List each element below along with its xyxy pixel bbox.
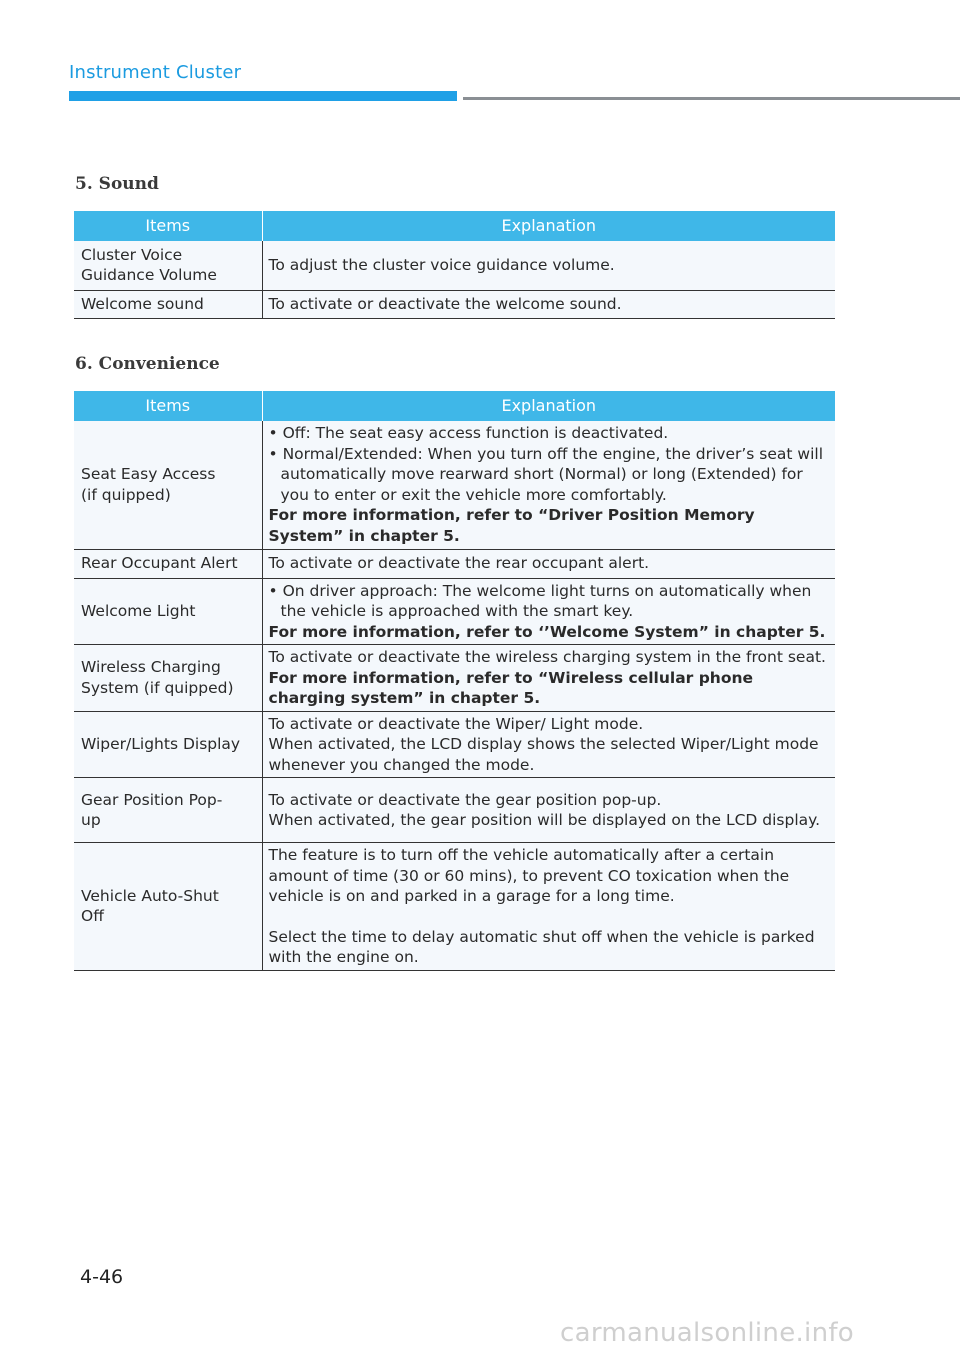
column-header-items: Items: [74, 211, 262, 241]
explanation-cell: [262, 778, 835, 843]
explanation-text: To activate or deactivate the rear occupant alert.: [268, 554, 650, 573]
item-label-line: Wiper/Lights Display: [81, 735, 241, 753]
header-rule-accent: [69, 91, 457, 101]
item-label-line: Seat Easy Access: [81, 465, 216, 484]
table-header-row: [74, 211, 835, 241]
explanation-line: To activate or deactivate the gear position pop-up.: [268, 790, 662, 809]
table-header-row: [74, 391, 835, 421]
item-cell: [74, 241, 262, 290]
table-row: [74, 290, 835, 318]
item-cell: [74, 778, 262, 843]
explanation-line: When activated, the LCD display shows the selected Wiper/Light mode whenever you changed the mode.: [268, 735, 819, 774]
column-header-items: Items: [74, 391, 262, 421]
explanation-cell: [262, 578, 835, 645]
item-label-line: Gear Position Pop-: [81, 790, 223, 809]
reference-note: For more information, refer to “Driver Position Memory System” in chapter 5.: [268, 506, 755, 545]
section-title-sound: 5. Sound: [75, 174, 159, 194]
item-label-line: Rear Occupant Alert: [81, 554, 238, 573]
item-cell: [74, 421, 262, 549]
explanation-cell: [262, 843, 835, 971]
page-number: 4-46: [80, 1266, 124, 1288]
item-label-line: Cluster Voice: [81, 245, 183, 264]
explanation-line: Select the time to delay automatic shut off when the vehicle is parked with the engine on.: [268, 927, 815, 966]
item-cell: [74, 290, 262, 318]
item-label-line: Off: [81, 907, 104, 926]
explanation-text: To activate or deactivate the welcome sound.: [268, 294, 622, 313]
explanation-cell: [262, 549, 835, 578]
sound-table: [74, 211, 835, 319]
watermark-text: carmanualsonline.info: [560, 1318, 855, 1348]
bullet-text: • Off: The seat easy access function is deactivated.: [268, 424, 669, 443]
explanation-line: When activated, the gear position will be displayed on the LCD display.: [268, 811, 821, 829]
table-row: [74, 241, 835, 290]
bullet-text: • Normal/Extended: When you turn off the engine, the driver’s seat will automatically move rearward short (Normal) or long (Extended) for you to enter or exit the vehicle more comfortably.: [268, 444, 824, 504]
section-title-convenience: 6. Convenience: [75, 354, 220, 374]
reference-note: For more information, refer to ‘’Welcome System” in chapter 5.: [268, 622, 826, 641]
explanation-cell: [262, 290, 835, 318]
explanation-line: The feature is to turn off the vehicle automatically after a certain amount of time (30 or 60 mins), to prevent CO toxication when the vehicle is on and parked in a garage for a long time.: [268, 846, 790, 905]
item-cell: [74, 549, 262, 578]
item-label-line: Vehicle Auto-Shut: [81, 886, 219, 905]
header-rule-gray: [463, 97, 960, 100]
item-label-line: Welcome sound: [81, 294, 204, 313]
item-cell: [74, 645, 262, 712]
table-row: [74, 711, 835, 778]
table-row: [74, 578, 835, 645]
explanation-text: To adjust the cluster voice guidance volume.: [268, 256, 615, 274]
page-header-title: Instrument Cluster: [69, 62, 242, 83]
table-row: [74, 549, 835, 578]
convenience-table: [74, 391, 835, 971]
bullet-text: • On driver approach: The welcome light turns on automatically when the vehicle is approached with the smart key.: [268, 581, 812, 620]
reference-note: For more information, refer to “Wireless cellular phone charging system” in chapter 5.: [268, 668, 754, 707]
column-header-explanation: Explanation: [262, 211, 835, 241]
column-header-explanation: Explanation: [262, 391, 835, 421]
item-label-line: Guidance Volume: [81, 266, 217, 285]
explanation-cell: [262, 421, 835, 549]
explanation-cell: [262, 241, 835, 290]
explanation-text: To activate or deactivate the wireless charging system in the front seat.: [268, 648, 826, 666]
item-label-line: Welcome Light: [81, 602, 196, 620]
table-row: [74, 843, 835, 971]
explanation-cell: [262, 645, 835, 712]
item-label-line: (if quipped): [81, 485, 171, 504]
table-row: [74, 778, 835, 843]
item-label-line: up: [81, 811, 101, 829]
item-cell: [74, 578, 262, 645]
table-row: [74, 421, 835, 549]
item-label-line: Wireless Charging: [81, 658, 221, 677]
explanation-line: To activate or deactivate the Wiper/ Light mode.: [268, 714, 644, 733]
table-row: [74, 645, 835, 712]
paragraph-gap: [269, 907, 830, 927]
item-cell: [74, 711, 262, 778]
item-label-line: System (if quipped): [81, 678, 234, 697]
item-cell: [74, 843, 262, 971]
explanation-cell: [262, 711, 835, 778]
